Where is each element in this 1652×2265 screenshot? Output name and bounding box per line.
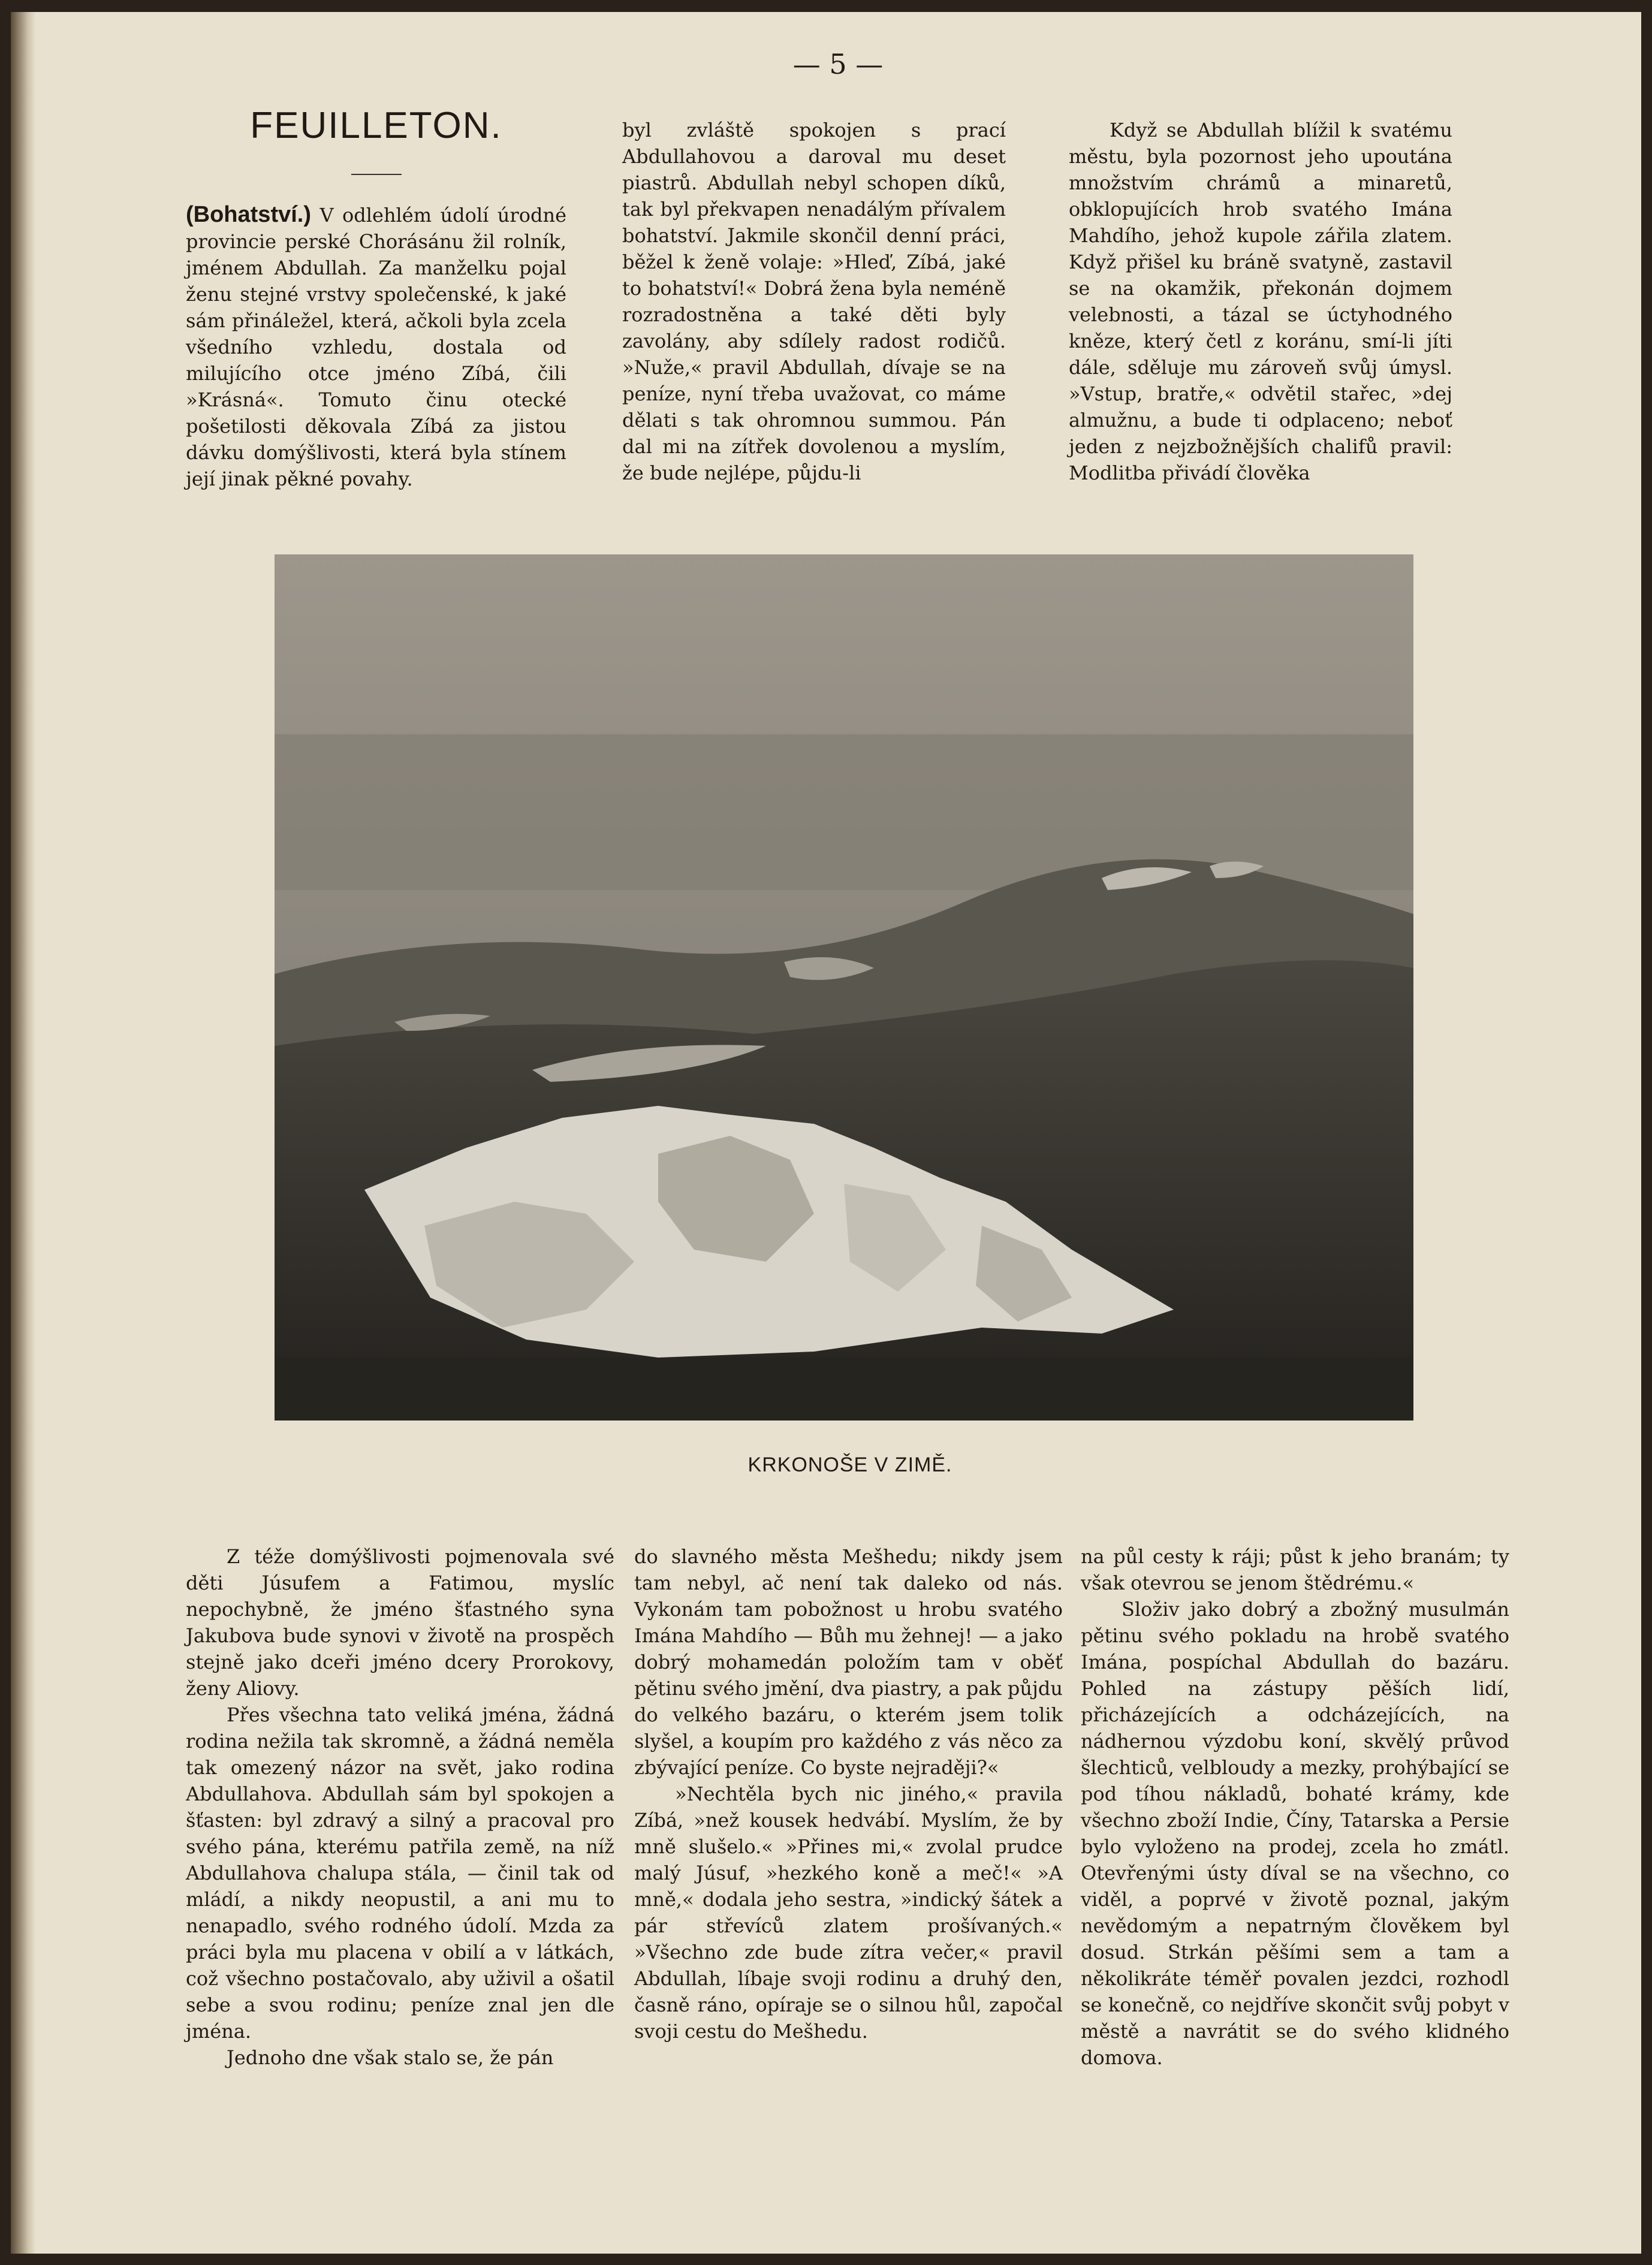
bottom-column-1 — [186, 1543, 614, 2071]
top-col3-text: Když se Abdullah blížil k svatému městu, byla pozornost jeho upoutána množstvím chrámů a minaretů, obklopujících hrob svatého Imána Mahdího, jehož kupole zářila zlatem. Když přišel ku bráně svatyně, zastavil se na okamžik, překonán dojmem velebnosti, a tázal se úctyhodného kněze, který četl z koránu, smí-li jíti dále, sděluje mu zároveň svůj úmysl. »Vstup, bratře,« odvětil stařec, »dej almužnu, a bude ti odplaceno; neboť jeden z nejzbožnějších chalifů pravil: Modlitba přivádí člověka — [1069, 119, 1452, 484]
krkonose-winter-photo — [275, 554, 1413, 1420]
page-number: — 5 — — [792, 48, 884, 80]
top-col2-text: byl zvláště spokojen s prací Abdullahovou a daroval mu deset piastrů. Abdullah nebyl schopen díků, tak byl překvapen nenadálým přívalem bohatství. Jakmile skončil denní práci, běžel k ženě volaje: »Hleď, Zíbá, jaké to bohatství!« Dobrá žena byla neméně rozradostněna a také děti byly zavolány, aby sdílely radost rodičů. »Nuže,« pravil Abdullah, dívaje se na peníze, nyní třeba uvažovat, co máme dělati s tak ohromnou summou. Pán dal mi na zítřek dovolenou a myslím, že bude nejlépe, půjdu-li — [622, 119, 1006, 484]
bottom-col3-paragraph-2: Složiv jako dobrý a zbožný musulmán pětinu svého pokladu na hrobě svatého Imána, pospíchal Abdullah do bazáru. Pohled na zástupy pěších lidí, přicházejících a odcházejících, na nádhernou výzdobu koní, skvělý průvod šlechticů, velbloudy a mezky, prohýbající se pod tíhou nákladů, bohaté krámy, kde všechno zboží Indie, Číny, Tatarska a Persie bylo vyloženo na prodej, zcela ho zmátl. Otevřenými ústy díval se na všechno, co viděl, a poprvé v životě poznal, jakým nevědomým a nepatrným člověkem byl dosud. Strkán pěšími sem a tam a několikráte téměř povalen jezdci, rozhodl se konečně, co nejdříve skončit svůj pobyt v městě a navrátit se do svého klidného domova. — [1081, 1598, 1509, 2069]
feuilleton-heading: FEUILLETON. — [250, 105, 502, 146]
bottom-col2-paragraph-1: do slavného města Mešhedu; nikdy jsem tam nebyl, ač není tak daleko od nás. Vykonám tam pobožnost u hrobu svatého Imána Mahdího — Bůh mu žehnej! — a jako dobrý mohamedán položím tam v oběť pětinu svého jmění, dva piastry, a pak půjdu do velkého bazáru, o kterém jsem tolik slyšel, a koupím pro každého z vás něco za zbývající peníze. Co byste nejraději?« — [634, 1545, 1063, 1779]
bottom-col3-paragraph-1: na půl cesty k ráji; půst k jeho branám; ty však otevrou se jenom štědrému.« — [1081, 1545, 1509, 1594]
top-column-3 — [1069, 117, 1452, 486]
feuilleton-opening — [186, 201, 566, 492]
bottom-col1-paragraph-2: Přes všechna tato veliká jména, žádná rodina nežila tak skromně, a žádná neměla tak omezený názor na svět, jako rodina Abdullahova. Abdullah sám byl spokojen a šťasten: byl zdravý a silný a pracoval pro svého pána, kterému patřila země, na níž Abdullahova chalupa stála, — činil tak od mládí, a nikdy neopustil, a ani mu to nenapadlo, svého rodného údolí. Mzda za práci byla mu placena v obilí a v látkách, což všechno postačovalo, aby uživil a ošatil sebe a svou rodinu; peníze znal jen dle jména. — [186, 1703, 614, 2043]
photo-caption: KRKONOŠE V ZIMĚ. — [747, 1453, 952, 1476]
top-column-1 — [186, 102, 566, 492]
bottom-col1-paragraph-3: Jednoho dne však stalo se, že pán — [227, 2046, 554, 2069]
bottom-col2-paragraph-2: »Nechtěla bych nic jiného,« pravila Zíbá, »než kousek hedvábí. Myslím, že by mně slušelo.« »Přines mi,« zvolal prudce malý Júsuf, »hezkého koně a meč!« »A mně,« dodala jeho sestra, »indický šátek a pár střevíců zlatem prošívaných.« »Všechno zde bude zítra večer,« pravil Abdullah, líbaje svoji rodinu a druhý den, časně ráno, opíraje se o silnou hůl, započal svoji cestu do Mešhedu. — [634, 1783, 1063, 2043]
top-column-2 — [622, 117, 1006, 486]
story-title: (Bohatství.) — [186, 202, 311, 227]
top-col1-text: V odlehlém údolí úrodné provincie perské Chorásánu žil rolník, jménem Abdullah. Za manželku pojal ženu stejné vrstvy společenské, k jaké sám přináležel, která, ačkoli byla zcela všedního vzhledu, dostala od milujícího otce jméno Zíbá, čili »Krásná«. Tomuto činu otecké pošetilosti děkovala Zíbá za jistou dávku domýšlivosti, která byla stínem její jinak pěkné povahy. — [186, 204, 566, 490]
newspaper-page — [11, 12, 1641, 2254]
bottom-col1-paragraph-1: Z téže domýšlivosti pojmenovala své děti Júsufem a Fatimou, myslíc nepochybně, že jméno šťastného syna Jakubova bude synovi v životě na prospěch stejně jako dceři jméno dcery Prorokovy, ženy Aliovy. — [186, 1545, 614, 1700]
book-spine-shadow — [11, 12, 36, 2254]
bottom-column-3 — [1081, 1543, 1509, 2071]
heading-rule — [351, 174, 402, 175]
bottom-column-2 — [634, 1543, 1063, 2044]
